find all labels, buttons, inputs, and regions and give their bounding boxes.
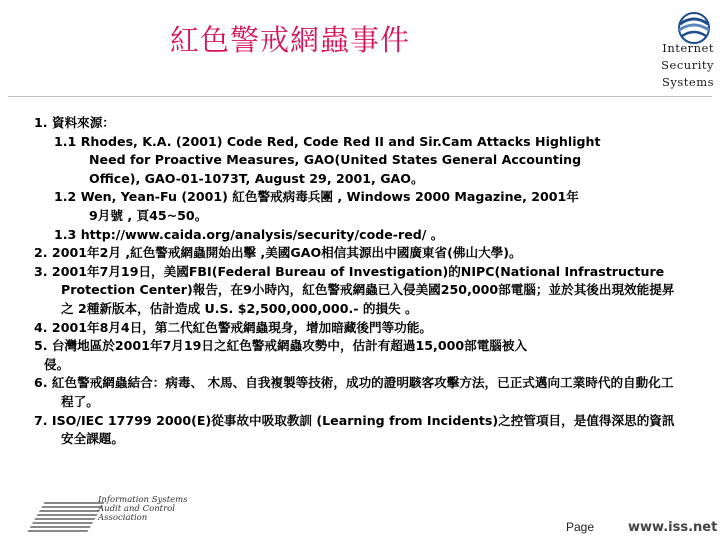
isaca-line-1: Information Systems <box>98 495 188 505</box>
item-3: 3. 2001年7月19日，美國FBI(Federal Bureau of Investigation)的NIPC(National Infrastructure Protection Center)報告，在9小時內，紅色警戒網蟲已入侵美國250,000部電腦；並於其後出現效能提昇之 2種新版本，估計造成 U.S. $2,500,000,000.- 的損失 。 <box>34 263 675 316</box>
header-divider <box>8 96 712 97</box>
isaca-logo <box>36 494 206 540</box>
item-6: 6. 紅色警戒網蟲結合：病毒、 木馬、自我複製等技術，成功的證明駭客攻擊方法，已正式邁向工業時代的自動化工程了。 <box>34 375 674 409</box>
logo-line-security: Security <box>661 58 714 72</box>
website-link[interactable]: www.iss.net <box>628 520 718 535</box>
item-7: 7. ISO/IEC 17799 2000(E)從事故中吸取教訓 (Learning from Incidents)之控管項目，是值得深思的資訊安全課題。 <box>34 412 675 447</box>
logo-line-internet: Internet <box>662 41 714 55</box>
slide-title: 紅色警戒網蟲事件 <box>170 23 411 57</box>
item-5-line-a: 5. 台灣地區於2001年7月19日之紅色警戒網蟲攻勢中，估計有超過15,000部電腦被入 <box>34 338 528 354</box>
item-1-3-link[interactable]: 1.3 http://www.caida.org/analysis/security/code-red/ 。 <box>54 226 444 242</box>
item-4: 4. 2001年8月4日，第二代紅色警戒網蟲現身，增加暗藏後門等功能。 <box>34 319 432 335</box>
item-2: 2. 2001年2月 ,紅色警戒網蟲開始出擊 ,美國GAO相信其源出中國廣東省(佛山大學)。 <box>34 245 522 261</box>
item-1-1-line-b: Need for Proactive Measures, GAO(United States General Accounting <box>89 152 582 168</box>
page-label: Page <box>566 520 595 534</box>
isaca-wordmark <box>98 496 198 523</box>
isaca-line-2: Audit and Control <box>98 504 175 514</box>
item-5-line-b: 侵。 <box>44 356 70 372</box>
logo-line-systems: Systems <box>661 75 714 89</box>
item-1-2-line-b: 9月號 , 頁45~50。 <box>89 207 208 223</box>
item-1-1-line-a: 1.1 Rhodes, K.A. (2001) Code Red, Code Red II and Sir.Cam Attacks Highlight <box>54 133 601 149</box>
isaca-stripes-icon <box>27 502 104 532</box>
item-1-2-line-a: 1.2 Wen, Yean-Fu (2001) 紅色警戒病毒兵團 , Windows 2000 Magazine, 2001年 <box>54 189 579 205</box>
item-1-1-line-c: Office), GAO-01-1073T, August 29, 2001, GAO。 <box>89 170 424 186</box>
iss-logo <box>618 10 714 96</box>
item-1-heading: 1. 資料來源： <box>34 115 115 130</box>
content-list <box>34 114 684 449</box>
isaca-line-3: Association <box>98 513 148 523</box>
logo-wordmark <box>618 40 714 91</box>
